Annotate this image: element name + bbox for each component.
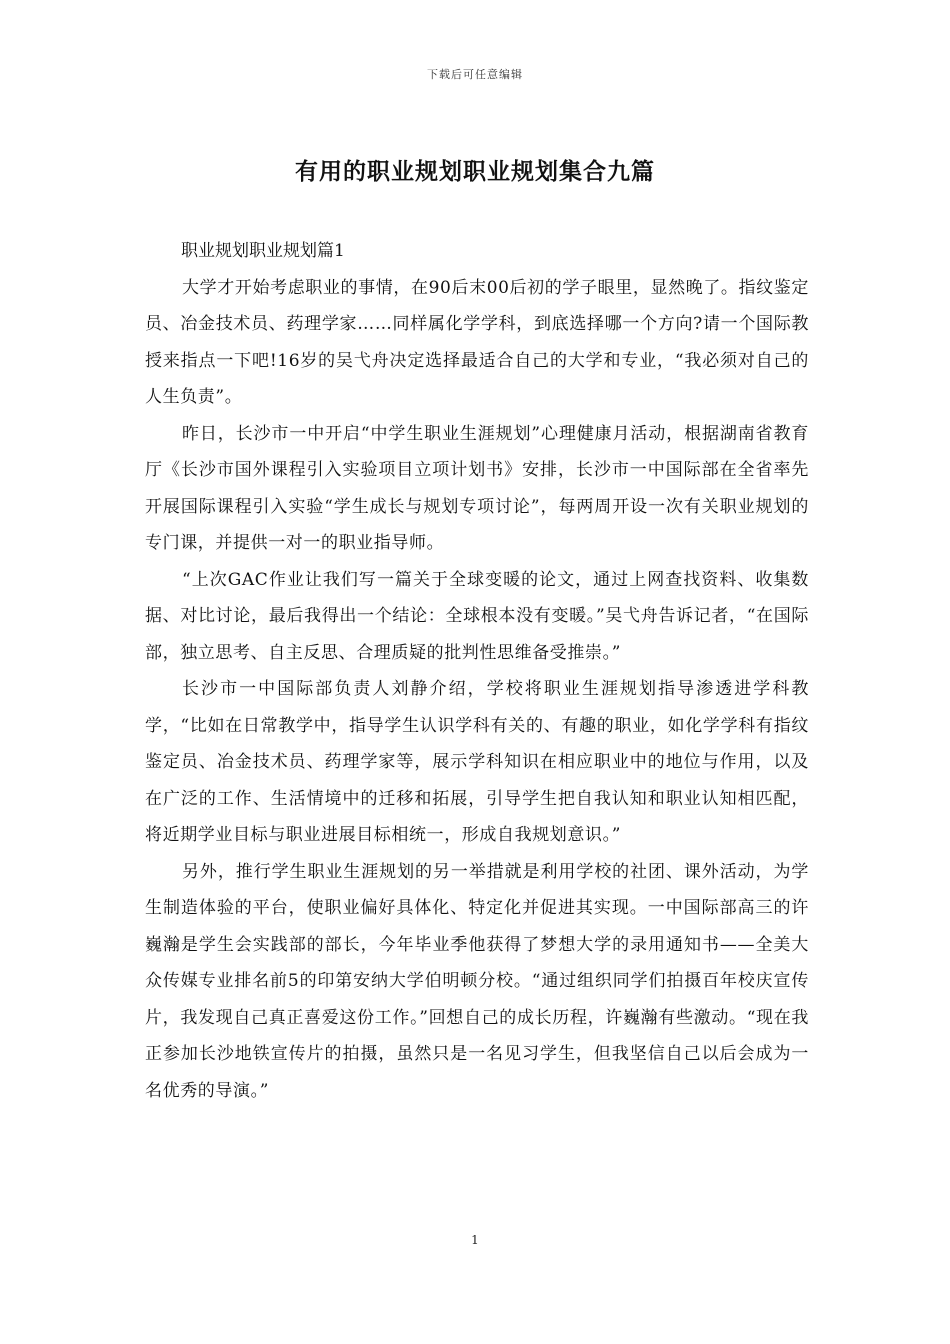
section-heading: 职业规划职业规划篇1 [181,241,345,261]
document-title: 有用的职业规划职业规划集合九篇 [295,158,655,185]
page-number: 1 [471,1233,479,1247]
paragraph-3: “上次GAC作业让我们写一篇关于全球变暖的论文，通过上网查找资料、收集数据、对比讨论，最后我得出一个结论：全球根本没有变暖。”吴弋舟告诉记者，“在国际部，独立思考、自主反思、合理质疑的批判性思维备受推崇。” [145,569,809,663]
paragraph-4: 长沙市一中国际部负责人刘静介绍，学校将职业生涯规划指导渗透进学科教学，“比如在日常教学中，指导学生认识学科有关的、有趣的职业，如化学学科有指纹鉴定员、冶金技术员、药理学家等，展示学科知识在相应职业中的地位与作用，以及在广泛的工作、生活情境中的迁移和拓展，引导学生把自我认知和职业认知相匹配，将近期学业目标与职业进展目标相统一，形成自我规划意识。” [145,679,809,845]
paragraph-2: 昨日，长沙市一中开启“中学生职业生涯规划”心理健康月活动，根据湖南省教育厅《长沙市国外课程引入实验项目立项计划书》安排，长沙市一中国际部在全省率先开展国际课程引入实验“学生成长与规划专项讨论”，每两周开设一次有关职业规划的专门课，并提供一对一的职业指导师。 [145,423,809,553]
document-body [145,233,809,1109]
paragraph-5: 另外，推行学生职业生涯规划的另一举措就是利用学校的社团、课外活动，为学生制造体验的平台，使职业偏好具体化、特定化并促进其实现。一中国际部高三的许巍瀚是学生会实践部的部长，今年毕业季他获得了梦想大学的录用通知书——全美大众传媒专业排名前5的印第安纳大学伯明顿分校。“通过组织同学们拍摄百年校庆宣传片，我发现自己真正喜爱这份工作。”回想自己的成长历程，许巍瀚有些激动。“现在我正参加长沙地铁宣传片的拍摄，虽然只是一名见习学生，但我坚信自己以后会成为一名优秀的导演。” [145,861,809,1101]
paragraph-1: 大学才开始考虑职业的事情，在90后末00后初的学子眼里，显然晚了。指纹鉴定员、冶金技术员、药理学家……同样属化学学科，到底选择哪一个方向?请一个国际教授来指点一下吧!16岁的吴弋舟决定选择最适合自己的大学和专业，“我必须对自己的人生负责”。 [145,277,809,407]
header-note: 下载后可任意编辑 [427,68,523,81]
